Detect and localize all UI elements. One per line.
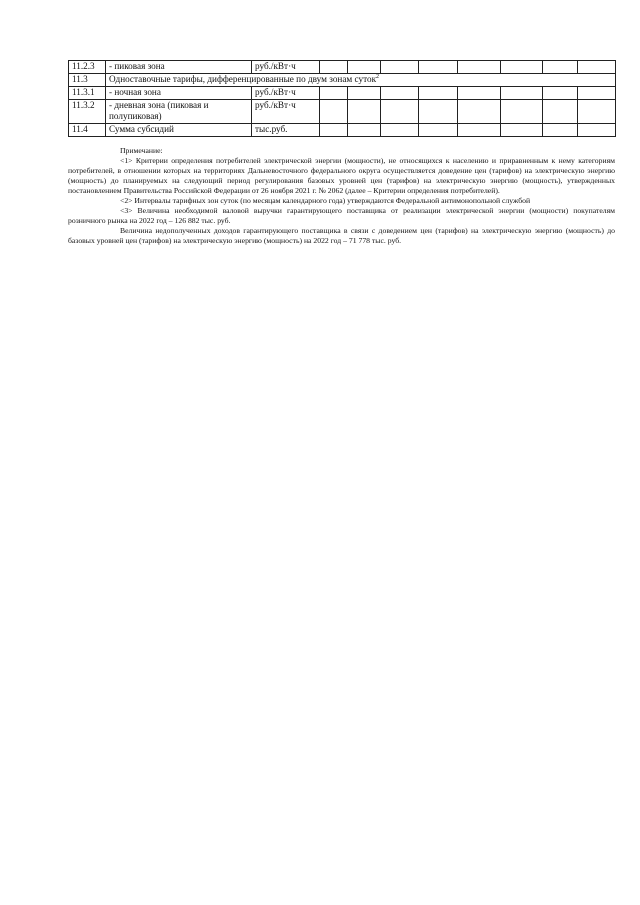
value-cell [578,61,616,74]
value-cell [320,87,348,100]
value-cell [320,124,348,137]
row-unit: руб./кВт·ч [252,87,320,100]
table-row [69,100,616,124]
value-cell [320,100,348,124]
value-cell [348,124,381,137]
value-cell [419,124,458,137]
table-row [69,124,616,137]
value-cell [458,61,501,74]
notes-title: Примечание: [120,146,163,155]
footnote-3: <3> Величина необходимой валовой выручки гарантирующего поставщика от реализации электрической энергии (мощности) покупателям розничного рынка на 2022 год – 126 882 тыс. руб. [68,206,615,225]
row-unit: руб./кВт·ч [252,100,320,124]
value-cell [381,87,419,100]
footnote-mark: 2 [376,73,380,80]
value-cell [458,100,501,124]
row-number: 11.3.1 [69,87,106,100]
section-title-text: Одноставочные тарифы, дифференцированные по двум зонам суток [109,74,377,84]
row-unit: руб./кВт·ч [252,61,320,74]
row-unit: тыс.руб. [252,124,320,137]
value-cell [543,100,578,124]
value-cell [543,124,578,137]
section-title [106,74,616,87]
table-row [69,87,616,100]
table-row [69,61,616,74]
footnote-2: <2> Интервалы тарифных зон суток (по месяцам календарного года) утверждаются Федеральной антимонопольной службой [120,196,531,205]
row-number: 11.3 [69,74,106,87]
value-cell [419,61,458,74]
row-number: 11.2.3 [69,61,106,74]
value-cell [578,124,616,137]
value-cell [320,61,348,74]
value-cell [543,87,578,100]
value-cell [348,87,381,100]
row-name: - дневная зона (пиковая и полупиковая) [106,100,252,124]
value-cell [501,61,543,74]
table-row [69,74,616,87]
value-cell [578,87,616,100]
value-cell [501,87,543,100]
notes-section [68,146,615,246]
value-cell [348,100,381,124]
lost-revenue-note: Величина недополученных доходов гарантирующего поставщика в связи с доведением цен (тарифов) на электрическую энергию (мощность) до базовых уровней цен (тарифов) на электрическую энергию (мощность) на 2022 год – 71 778 тыс. руб. [68,226,615,245]
value-cell [381,124,419,137]
value-cell [381,100,419,124]
row-name: - пиковая зона [106,61,252,74]
value-cell [419,100,458,124]
value-cell [381,61,419,74]
value-cell [543,61,578,74]
value-cell [501,124,543,137]
row-number: 11.4 [69,124,106,137]
value-cell [458,87,501,100]
value-cell [458,124,501,137]
row-name: Сумма субсидий [106,124,252,137]
tariff-table [68,60,616,137]
value-cell [348,61,381,74]
value-cell [501,100,543,124]
row-name: - ночная зона [106,87,252,100]
footnote-1: <1> Критерии определения потребителей электрической энергии (мощности), не относящихся к населению и приравненным к нему категориям потребителей, в отношении которых на территориях Дальневосточного федерального округа осуществляется доведение цен (тарифов) на электрическую энергию (мощность) до планируемых на следующий период регулирования базовых уровней цен (тарифов) на электрическую энергию (мощность), утвержденных постановлением Правительства Российской Федерации от 26 ноября 2021 г. № 2062 (далее – Критерии определения потребителей). [68,156,615,195]
row-number: 11.3.2 [69,100,106,124]
value-cell [578,100,616,124]
value-cell [419,87,458,100]
